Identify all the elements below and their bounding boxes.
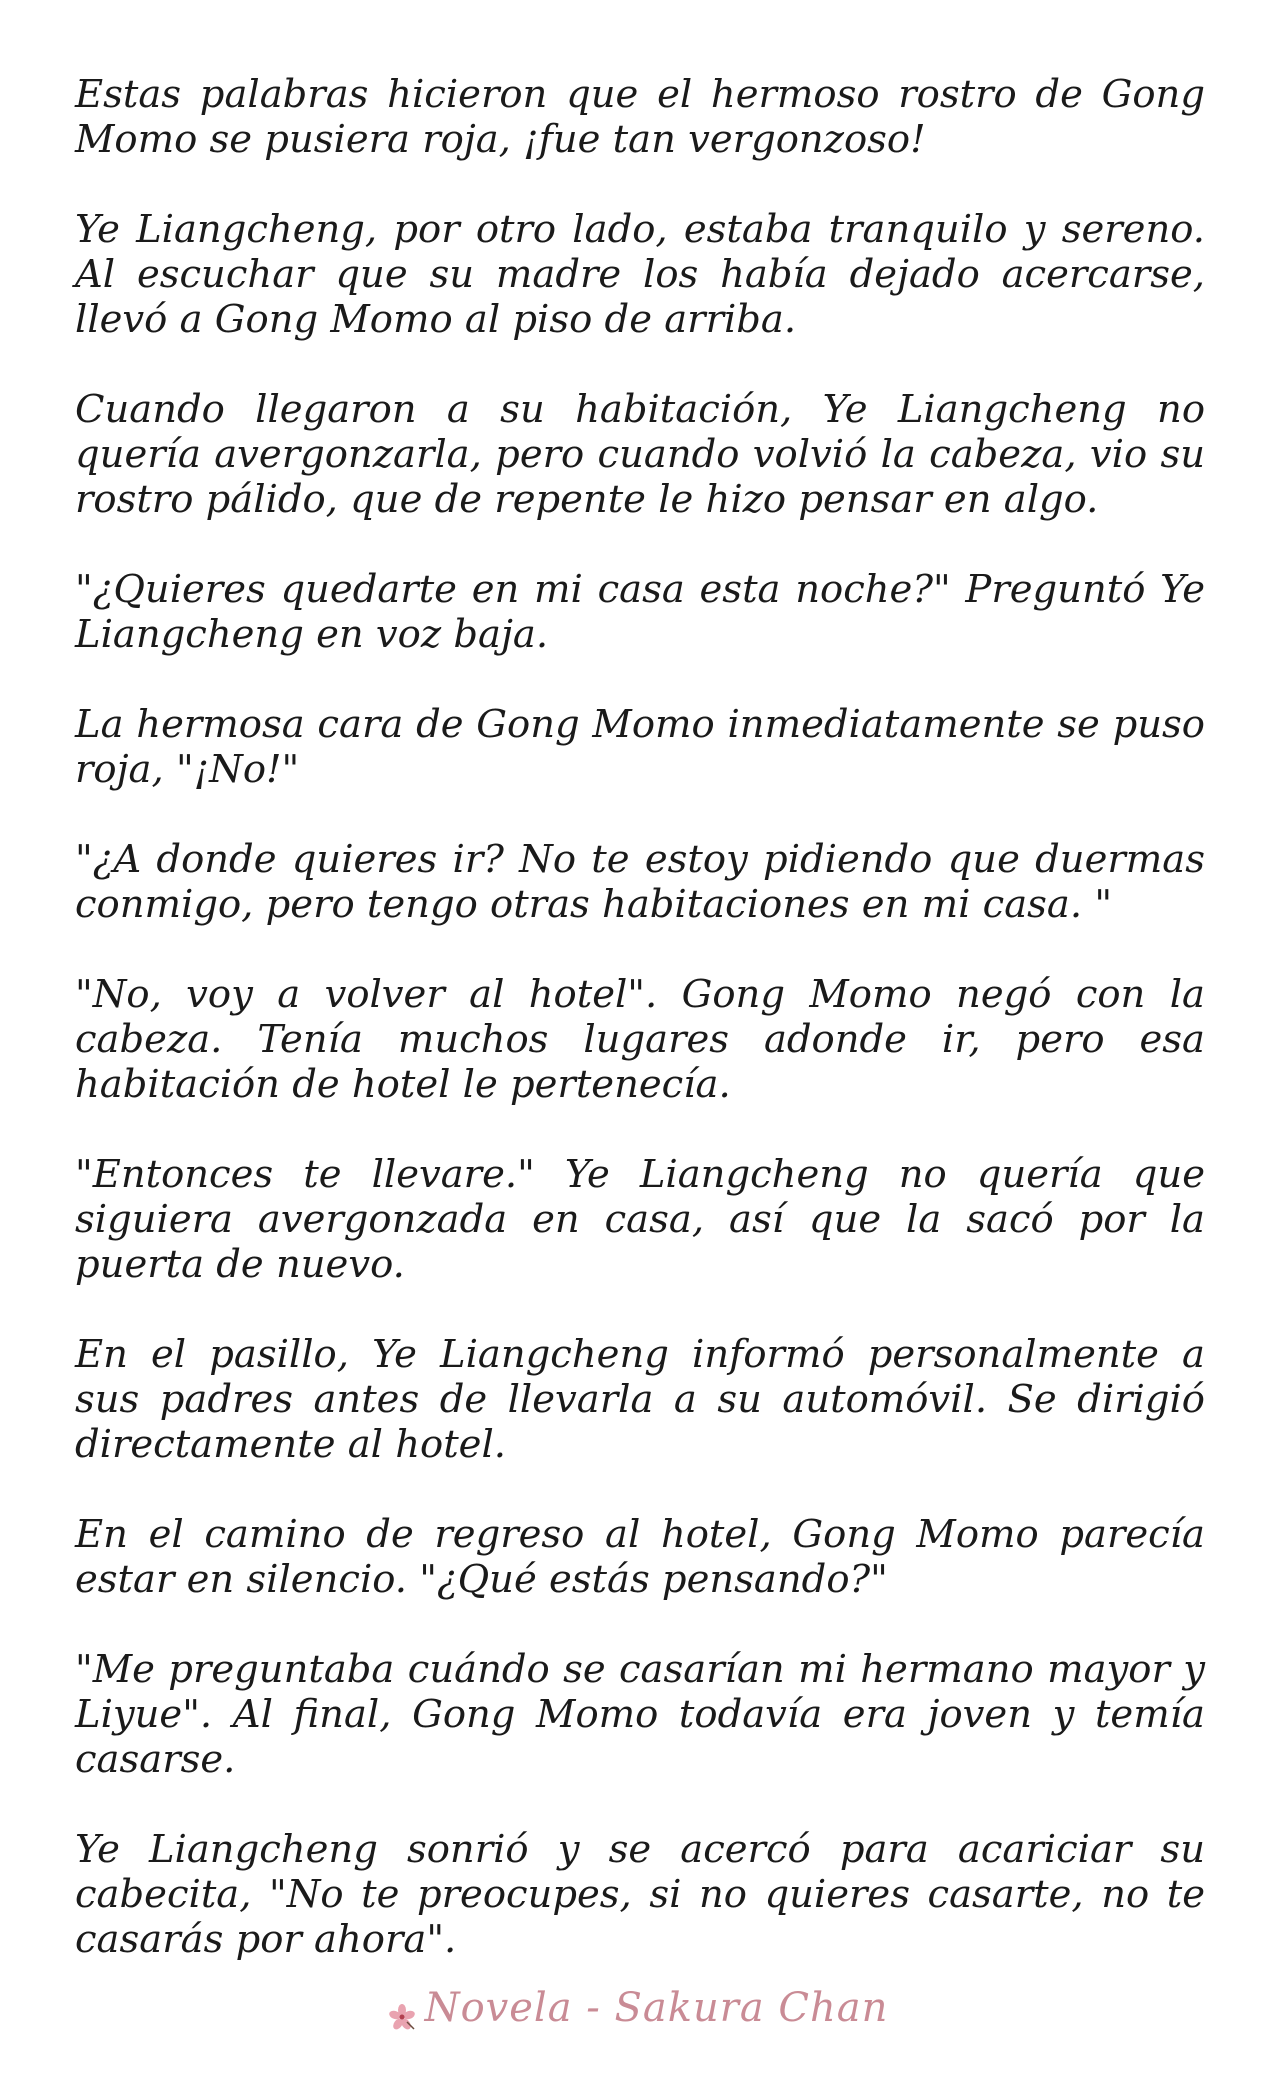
paragraph: "¿A donde quieres ir? No te estoy pidiendo que duermas conmigo, pero tengo otras habitaciones en mi casa. " — [75, 837, 1205, 927]
watermark-text: Novela - Sakura Chan — [424, 1985, 889, 2031]
paragraph: En el camino de regreso al hotel, Gong Momo parecía estar en silencio. "¿Qué estás pensando?" — [75, 1512, 1205, 1602]
paragraph: Estas palabras hicieron que el hermoso rostro de Gong Momo se pusiera roja, ¡fue tan vergonzoso! — [75, 72, 1205, 162]
paragraph: Ye Liangcheng sonrió y se acercó para acariciar su cabecita, "No te preocupes, si no quieres casarte, no te casarás por ahora". — [75, 1827, 1205, 1962]
paragraph: "Entonces te llevare." Ye Liangcheng no quería que siguiera avergonzada en casa, así que la sacó por la puerta de nuevo. — [75, 1152, 1205, 1287]
paragraph: "Me preguntaba cuándo se casarían mi hermano mayor y Liyue". Al final, Gong Momo todavía era joven y temía casarse. — [75, 1647, 1205, 1782]
document-body — [75, 72, 1205, 2007]
watermark — [0, 1985, 1275, 2031]
paragraph: "No, voy a volver al hotel". Gong Momo negó con la cabeza. Tenía muchos lugares adonde ir, pero esa habitación de hotel le pertenecía. — [75, 972, 1205, 1107]
paragraph: "¿Quieres quedarte en mi casa esta noche?" Preguntó Ye Liangcheng en voz baja. — [75, 567, 1205, 657]
paragraph: Ye Liangcheng, por otro lado, estaba tranquilo y sereno. Al escuchar que su madre los había dejado acercarse, llevó a Gong Momo al piso de arriba. — [75, 207, 1205, 342]
paragraph: La hermosa cara de Gong Momo inmediatamente se puso roja, "¡No!" — [75, 702, 1205, 792]
paragraph: En el pasillo, Ye Liangcheng informó personalmente a sus padres antes de llevarla a su automóvil. Se dirigió directamente al hotel. — [75, 1332, 1205, 1467]
paragraph: Cuando llegaron a su habitación, Ye Liangcheng no quería avergonzarla, pero cuando volvió la cabeza, vio su rostro pálido, que de repente le hizo pensar en algo. — [75, 387, 1205, 522]
sakura-flower-icon — [387, 1996, 417, 2026]
